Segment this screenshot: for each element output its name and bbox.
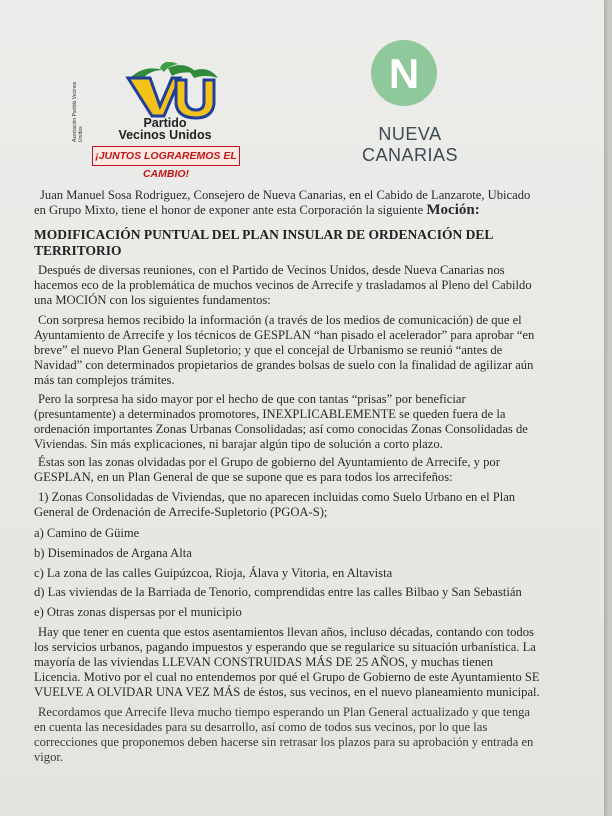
para-line: en cuenta las necesidades para su desarrollo, así como de todos sus vecinos, por lo que las <box>34 720 488 734</box>
title-line-2: TERRITORIO <box>34 243 122 258</box>
nc-letter-icon <box>371 40 437 106</box>
vecinos-unidos-logo <box>68 62 244 180</box>
para-line: los servicios urbanos, pagando impuestos y esperando que se regularice su situación urbanística. La <box>34 640 536 654</box>
list-item-d <box>34 585 554 600</box>
para-line: ordenación importantes Zonas Urbanas Consolidadas; así como conocidas Zonas Consolidadas de <box>34 422 528 436</box>
para-line: Éstas son las zonas olvidadas por el Grupo de gobierno del Ayuntamiento de Arrecife, y por <box>38 455 500 469</box>
para-line: b) Diseminados de Argana Alta <box>34 546 192 560</box>
intro-line-2 <box>34 203 554 218</box>
para-line: Navidad” con determinados propietarios de grandes bolsas de suelo con la finalidad de agilizar aún <box>34 358 534 372</box>
para-6 <box>34 625 554 700</box>
para-line: c) La zona de las calles Guipúzcoa, Rioja, Álava y Vitoria, en Altavista <box>34 566 393 580</box>
para-line: más tan complejos trámites. <box>34 373 175 387</box>
para-line: vigor. <box>34 750 64 764</box>
vu-name-line1: Partido <box>143 116 187 130</box>
intro-line-1: Juan Manuel Sosa Rodriguez, Consejero de Nueva Canarias, en el Cabido de Lanzarote, Ubicado <box>40 188 531 202</box>
para-line: Hay que tener en cuenta que estos asentamientos llevan años, incluso décadas, contando con todos <box>38 625 534 639</box>
mocion-highlight: Moción: <box>426 202 480 218</box>
para-line: mayoría de las viviendas LLEVAN CONSTRUIDAS MÁS DE 25 AÑOS, y muchas tienen <box>34 655 494 669</box>
para-line: Ayuntamiento de Arrecife y los técnicos de GESPLAN “han pisado el acelerador” para aprobar “en <box>34 328 535 342</box>
para-line: hacemos eco de la problemática de muchos vecinos de Arrecife y trasladamos al Pleno del Cabildo <box>34 278 532 292</box>
para-line: VUELVE A OLVIDAR UNA VEZ MÁS de éstos, sus vecinos, en el nuevo planeamiento municipal. <box>34 685 540 699</box>
nc-letter: N <box>388 50 420 97</box>
motion-title <box>34 227 554 259</box>
para-line: correcciones que proponemos deben hacerse sin retrasar los plazos para su aprobación y entrada en <box>34 735 534 749</box>
para-line: Pero la sorpresa ha sido mayor por el hecho de que con tantas “prisas” por beneficiar <box>38 392 466 406</box>
list-item-b <box>34 546 554 561</box>
para-line: General de Ordenación de Arrecife-Supletorio (PGOA-S); <box>34 505 328 519</box>
vu-emblem-icon <box>68 62 244 122</box>
para-5 <box>34 490 554 520</box>
para-line: e) Otras zonas dispersas por el municipio <box>34 605 242 619</box>
list-item-a <box>34 526 554 541</box>
para-4 <box>34 455 554 485</box>
nueva-canarias-name: NUEVA CANARIAS <box>361 124 459 165</box>
para-line: GESPLAN, en un Plan General de que se supone que es para todos los arrecifeños: <box>34 470 453 484</box>
para-line: Licencia. Motivo por el cual no entendemos por qué el Grupo de Gobierno de este Ayuntamiento SE <box>34 670 540 684</box>
para-line: 1) Zonas Consolidadas de Viviendas, que no aparecen incluidas como Suelo Urbano en el Plan <box>38 490 516 504</box>
para-line: Con sorpresa hemos recibido la información (a través de los medios de comunicación) de que el <box>38 313 522 327</box>
para-3 <box>34 392 554 452</box>
para-line: a) Camino de Güime <box>34 526 140 540</box>
para-line: Viviendas. Sin más explicaciones, ni barajar algún tipo de solución a corto plazo. <box>34 437 443 451</box>
para-2 <box>34 313 554 388</box>
para-line: d) Las viviendas de la Barriada de Tenorio, comprendidas entre las calles Bilbao y San Sebastián <box>34 585 522 599</box>
list-item-c <box>34 566 554 581</box>
intro-paragraph <box>34 188 554 218</box>
para-1 <box>34 263 554 308</box>
para-line: Recordamos que Arrecife lleva mucho tiempo esperando un Plan General actualizado y que tenga <box>38 705 531 719</box>
vu-slogan: ¡JUNTOS LOGRAREMOS EL CAMBIO! <box>92 146 240 166</box>
nueva-canarias-emblem <box>371 40 437 106</box>
title-line-1: MODIFICACIÓN PUNTUAL DEL PLAN INSULAR DE ORDENACIÓN DEL <box>34 227 494 242</box>
list-item-e <box>34 605 554 620</box>
para-7 <box>34 705 554 765</box>
para-line: (presuntamente) a determinados promotores, INEXPLICABLEMENTE se queden fuera de la <box>34 407 506 421</box>
para-line: breve” el nuevo Plan General Supletorio; y que el concejal de Urbanismo se reunió “antes de <box>34 343 503 357</box>
vu-side-text: Asociación Partido Vecinos Unidos <box>72 81 84 142</box>
vu-party-name <box>100 117 230 141</box>
intro-line-2-text: en Grupo Mixto, tiene el honor de exponer ante esta Corporación la siguiente <box>34 203 427 217</box>
para-line: Después de diversas reuniones, con el Partido de Vecinos Unidos, desde Nueva Canarias nos <box>38 263 505 277</box>
para-line: una MOCIÓN con los siguientes fundamentos: <box>34 293 271 307</box>
vu-name-line2: Vecinos Unidos <box>118 128 212 142</box>
